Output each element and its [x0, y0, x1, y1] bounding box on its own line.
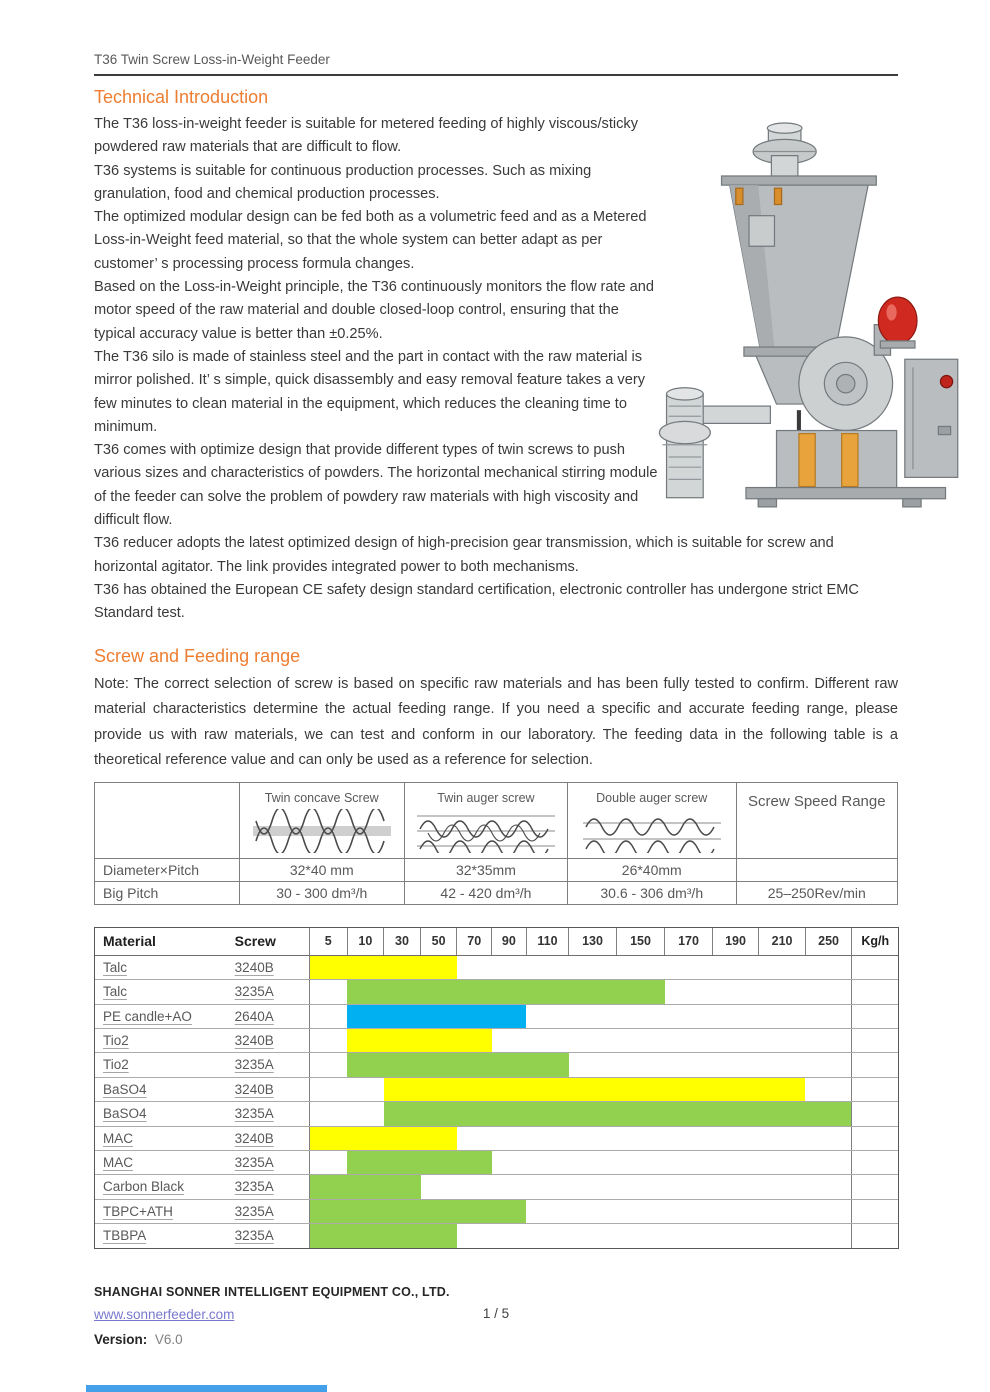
intro-paragraph: T36 comes with optimize design that provide different types of twin screws to push various sizes and characteristics of powders. The horizontal mechanical stirring module of the feeder can solve the problem of powdery raw materials with high viscosity and difficult flow.: [94, 442, 658, 529]
chart-material-label: BaSO4: [103, 1081, 147, 1097]
intro-paragraph: Based on the Loss-in-Weight principle, the T36 continuously monitors the flow rate and motor speed of the raw material and double closed-loop control, ensuring that the typical accuracy value is better than ±0.25%.: [94, 279, 655, 342]
chart-unit-spacer: [851, 956, 898, 979]
chart-screw-label: 3235A: [234, 1228, 274, 1244]
chart-bar-area: [309, 1005, 852, 1028]
chart-row-tio2: [95, 1052, 898, 1076]
document-header-title: T36 Twin Screw Loss-in-Weight Feeder: [94, 52, 330, 67]
chart-unit-spacer: [851, 1200, 898, 1223]
chart-screw-label: 3235A: [234, 1179, 274, 1195]
chart-header-unit: Kg/h: [851, 928, 898, 955]
intro-paragraph: The T36 loss-in-weight feeder is suitable for metered feeding of highly viscous/sticky powdered raw materials that are difficult to flow.: [94, 116, 639, 156]
screw-table-cell: 30.6 - 306 dm³/h: [567, 881, 736, 904]
chart-unit-spacer: [851, 1224, 898, 1247]
feeding-range-bar: [384, 1102, 851, 1125]
chart-screw-label: 3240B: [234, 1130, 274, 1146]
chart-col-header-150: 150: [616, 928, 665, 955]
chart-bar-area: [309, 1029, 852, 1052]
page-footer: [94, 1285, 898, 1347]
feeding-range-bar: [310, 1224, 457, 1247]
chart-unit-spacer: [851, 1078, 898, 1101]
chart-col-header-170: 170: [664, 928, 712, 955]
chart-col-header-250: 250: [805, 928, 852, 955]
screw-table-cell: 42 - 420 dm³/h: [404, 881, 567, 904]
twin-concave-screw-illustration: [253, 809, 391, 853]
double-auger-screw-illustration: [583, 809, 721, 853]
feeding-range-chart: [94, 927, 899, 1249]
chart-material-label: PE candle+AO: [103, 1008, 192, 1024]
chart-bar-area: [309, 980, 852, 1003]
chart-unit-spacer: [851, 1151, 898, 1174]
chart-screw-label: 3235A: [234, 1057, 274, 1073]
chart-screw-label: 3235A: [234, 1106, 274, 1122]
feeding-range-bar: [347, 980, 664, 1003]
chart-row-mac: [95, 1150, 898, 1174]
chart-unit-spacer: [851, 1053, 898, 1076]
chart-screw-label: 3235A: [234, 1155, 274, 1171]
chart-col-header-10: 10: [347, 928, 384, 955]
screw-type-table: [94, 782, 898, 905]
chart-unit-spacer: [851, 980, 898, 1003]
section-heading-screw-feeding-range: Screw and Feeding range: [94, 645, 301, 666]
chart-body: [95, 956, 898, 1248]
chart-unit-spacer: [851, 1029, 898, 1052]
page-number: 1 / 5: [482, 1305, 510, 1321]
chart-material-label: BaSO4: [103, 1106, 147, 1122]
screw-table-row-label: Big Pitch: [95, 881, 240, 904]
chart-header-columns: [309, 928, 852, 955]
chart-row-talc: [95, 956, 898, 979]
feeding-range-bar: [347, 1005, 526, 1028]
chart-col-header-30: 30: [383, 928, 420, 955]
feeding-range-bar: [310, 1127, 457, 1150]
intro-paragraph: T36 systems is suitable for continuous production processes. Such as mixing granulation, food and chemical production processes.: [94, 162, 592, 202]
chart-bar-area: [309, 1053, 852, 1076]
chart-row-talc: [95, 979, 898, 1003]
chart-material-label: Tio2: [103, 1057, 129, 1073]
screw-table-header-twin-auger: Twin auger screw: [404, 782, 567, 858]
chart-col-header-90: 90: [491, 928, 526, 955]
chart-header-material: Material: [103, 932, 156, 949]
feeding-range-bar: [310, 1175, 421, 1198]
chart-col-header-190: 190: [712, 928, 759, 955]
chart-screw-label: 3240B: [234, 959, 274, 975]
intro-paragraphs: [94, 113, 660, 532]
chart-row-pe-candle-ao: [95, 1004, 898, 1028]
chart-col-header-70: 70: [456, 928, 491, 955]
technical-introduction-section: [94, 113, 898, 532]
intro-fullwidth-paragraphs: [94, 532, 898, 625]
screw-table-header-twin-concave: Twin concave Screw: [239, 782, 404, 858]
chart-bar-area: [309, 1200, 852, 1223]
feeder-machine-illustration: [646, 121, 962, 513]
feeding-range-bar: [347, 1053, 568, 1076]
screw-table-header-speed-range: Screw Speed Range: [736, 782, 897, 858]
chart-bar-area: [309, 1078, 852, 1101]
chart-col-header-110: 110: [526, 928, 569, 955]
company-name: SHANGHAI SONNER INTELLIGENT EQUIPMENT CO., LTD.: [94, 1284, 450, 1299]
chart-material-label: Tio2: [103, 1033, 129, 1049]
chart-bar-area: [309, 1224, 852, 1247]
screw-table-row-label: Diameter×Pitch: [95, 858, 240, 881]
intro-paragraph: T36 has obtained the European CE safety design standard certification, electronic controller has undergone strict EMC Standard test.: [94, 581, 859, 622]
twin-auger-screw-illustration: [417, 809, 555, 853]
chart-header-screw: Screw: [234, 932, 276, 949]
chart-col-header-210: 210: [758, 928, 805, 955]
chart-bar-area: [309, 1102, 852, 1125]
intro-paragraph: T36 reducer adopts the latest optimized design of high-precision gear transmission, which is suitable for screw and horizontal agitator. The link provides integrated power to both mechanisms.: [94, 535, 834, 575]
chart-material-label: Talc: [103, 984, 128, 1000]
chart-material-label: MAC: [103, 1130, 133, 1146]
chart-screw-label: 3240B: [234, 1033, 274, 1049]
chart-header-row: [95, 928, 898, 956]
version-line: [94, 1332, 898, 1347]
feeding-range-bar: [347, 1151, 491, 1174]
chart-bar-area: [309, 1127, 852, 1150]
intro-paragraph: The T36 silo is made of stainless steel and the part in contact with the raw material is mirror polished. It’ s simple, quick disassembly and easy removal feature takes a very few minutes to clean material in the equipment, which reduces the cleaning time to minimum.: [94, 348, 645, 435]
chart-row-mac: [95, 1126, 898, 1150]
chart-screw-label: 2640A: [234, 1008, 274, 1024]
screw-table-cell: 26*40mm: [567, 858, 736, 881]
feeding-range-bar: [310, 956, 457, 979]
chart-row-tbbpa: [95, 1223, 898, 1247]
chart-material-label: TBBPA: [103, 1228, 147, 1244]
screw-table-corner-cell: [95, 782, 240, 858]
website-link[interactable]: www.sonnerfeeder.com: [94, 1306, 235, 1322]
chart-material-label: Talc: [103, 959, 128, 975]
chart-row-baso4: [95, 1077, 898, 1101]
chart-row-baso4: [95, 1101, 898, 1125]
screw-table-cell: 30 - 300 dm³/h: [239, 881, 404, 904]
feeding-range-bar: [384, 1078, 805, 1101]
chart-row-carbon-black: [95, 1174, 898, 1198]
screw-table-cell: [736, 858, 897, 881]
chart-material-label: MAC: [103, 1155, 133, 1171]
chart-unit-spacer: [851, 1005, 898, 1028]
chart-col-header-130: 130: [568, 928, 616, 955]
chart-col-header-50: 50: [420, 928, 457, 955]
chart-bar-area: [309, 1175, 852, 1198]
chart-row-tbpc-ath: [95, 1199, 898, 1223]
chart-unit-spacer: [851, 1175, 898, 1198]
chart-screw-label: 3235A: [234, 984, 274, 1000]
chart-unit-spacer: [851, 1102, 898, 1125]
chart-unit-spacer: [851, 1127, 898, 1150]
screw-table-cell: 32*40 mm: [239, 858, 404, 881]
feeding-note: Note: The correct selection of screw is based on specific raw materials and has been fully tested to confirm. Different raw material characteristics determine the actual feeding range. If you need a specific and accurate feeding range, please provide us with raw materials, we can test and conform in our laboratory. The feeding data in the following table is a theoretical reference value and can only be used as a reference for selection.: [94, 675, 898, 769]
header-divider: [94, 74, 898, 76]
bottom-accent-bar: [86, 1385, 327, 1392]
chart-col-header-5: 5: [309, 928, 347, 955]
chart-screw-label: 3235A: [234, 1203, 274, 1219]
chart-material-label: TBPC+ATH: [103, 1203, 173, 1219]
chart-row-tio2: [95, 1028, 898, 1052]
version-label: Version:: [94, 1331, 148, 1347]
chart-material-label: Carbon Black: [103, 1179, 185, 1195]
feeding-range-bar: [310, 1200, 526, 1223]
chart-bar-area: [309, 956, 852, 979]
screw-table-cell: 32*35mm: [404, 858, 567, 881]
chart-bar-area: [309, 1151, 852, 1174]
version-value: V6.0: [154, 1331, 183, 1347]
screw-table-header-double-auger: Double auger screw: [567, 782, 736, 858]
screw-table-cell: 25–250Rev/min: [736, 881, 897, 904]
footer-line: [94, 1306, 898, 1326]
intro-paragraph: The optimized modular design can be fed both as a volumetric feed and as a Metered Loss-in-Weight feed material, so that the whole system can better adapt as per customer’ s processing process formula changes.: [94, 209, 647, 272]
section-heading-technical-introduction: Technical Introduction: [94, 87, 269, 107]
chart-screw-label: 3240B: [234, 1081, 274, 1097]
feeding-range-bar: [347, 1029, 491, 1052]
